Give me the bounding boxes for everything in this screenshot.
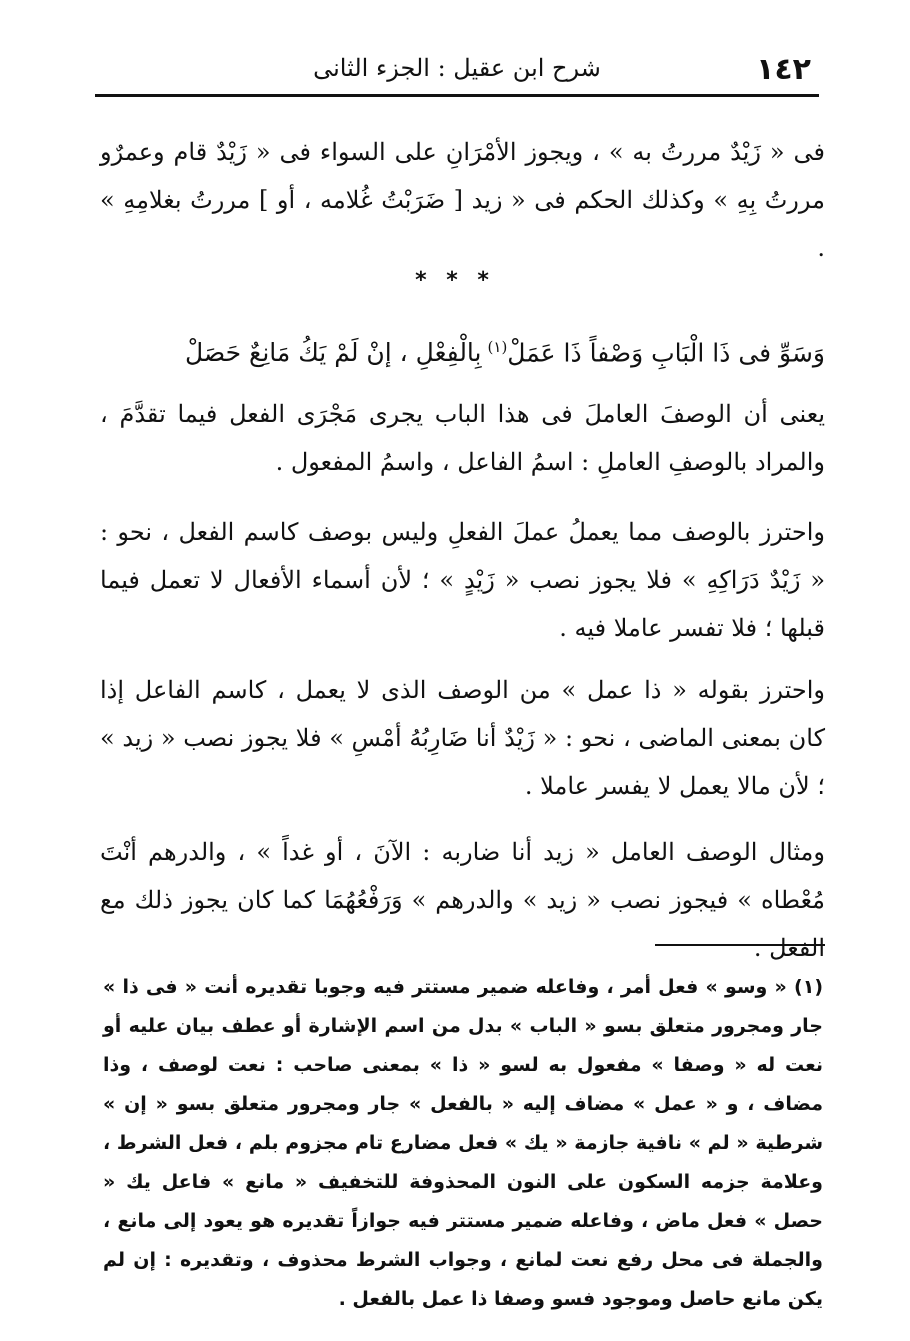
commentary-paragraph-4: [100, 828, 825, 972]
paragraph-text: واحترز بقوله « ذا عمل » من الوصف الذى لا يعمل ، كاسم الفاعل إذا كان بمعنى الماضى ، نحو : « زَيْدٌ أنا ضَارِبُهُ أمْسِ » فلا يجوز نصب « زيد » ؛ لأن مالا يعمل لا يفسر عاملا .: [100, 676, 825, 800]
verse-line: [95, 338, 825, 384]
verse-first-hemistich: [488, 338, 825, 367]
running-header: [95, 44, 819, 97]
paragraph-text: ومثال الوصف العامل « زيد أنا ضاربه : الآنَ ، أو غداً » ، والدرهم أنْتَ مُعْطاه » فيجوز نصب « زيد » والدرهم » وَرَفْعُهُمَا كما كان يجوز ذلك مع الفعل .: [100, 838, 826, 962]
commentary-paragraph-1: [100, 390, 825, 486]
paragraph-text: فى « زَيْدٌ مررتُ به » ، ويجوز الأمْرَانِ على السواء فى « زَيْدٌ قام وعمرٌو مررتُ بِهِ » وكذلك الحكم فى « زيد [ ضَرَبْتُ غُلامه ، أو ] مررتُ بغلامِهِ » .: [100, 138, 825, 262]
paragraph-text: يعنى أن الوصفَ العاملَ فى هذا الباب يجرى مَجْرَى الفعل فيما تقدَّمَ ، والمراد بالوصفِ العاملِ : اسمُ الفاعل ، واسمُ المفعول .: [100, 400, 825, 476]
footnote-separator: [655, 944, 825, 946]
paragraph-continuation: [100, 128, 825, 272]
paragraph-text: واحترز بالوصف مما يعملُ عملَ الفعلِ وليس بوصف كاسم الفعل ، نحو : « زَيْدٌ دَرَاكِهِ » فلا يجوز نصب « زَيْدٍ » ؛ لأن أسماء الأفعال لا تعمل فيما قبلها ؛ فلا تفسر عاملا فيه .: [100, 518, 825, 642]
page-number: ١٤٢: [756, 52, 811, 87]
verse-second-hemistich: بِالْفِعْلِ ، إنْ لَمْ يَكُ مَانِعٌ حَصَلْ: [185, 338, 482, 367]
footnote-marker: (١): [487, 338, 508, 356]
footnote: [103, 968, 823, 1319]
running-title: شرح ابن عقيل : الجزء الثانى: [313, 54, 601, 82]
commentary-paragraph-3: [100, 666, 825, 810]
section-divider: * * *: [415, 268, 495, 293]
verse-first-hemistich-text: وَسَوِّ فى ذَا الْبَابِ وَصْفاً ذَا عَمَلْ: [507, 338, 825, 368]
commentary-paragraph-2: [100, 508, 825, 652]
footnote-text: (١) « وسو » فعل أمر ، وفاعله ضمير مستتر فيه وجوبا تقديره أنت « فى ذا » جار ومجرور متعلق بسو « الباب » بدل من اسم الإشارة أو عطف بيان عليه أو نعت له « وصفا » مفعول به لسو « ذا » بمعنى صاحب : نعت لوصف ، وذا مضاف ، و « عمل » مضاف إليه « بالفعل » جار ومجرور متعلق بسو « إن » شرطية « لم » نافية جازمة « يك » فعل مضارع تام مجزوم بلم ، فعل الشرط ، وعلامة جزمه السكون على النون المحذوفة للتخفيف « مانع » فاعل يك « حصل » فعل ماض ، وفاعله ضمير مستتر فيه جوازاً تقديره هو يعود إلى مانع ، والجملة فى محل رفع نعت لمانع ، وجواب الشرط محذوف ، وتقديره : إن لم يكن مانع حاصل وموجود فسو وصفا ذا عمل بالفعل .: [103, 976, 823, 1310]
